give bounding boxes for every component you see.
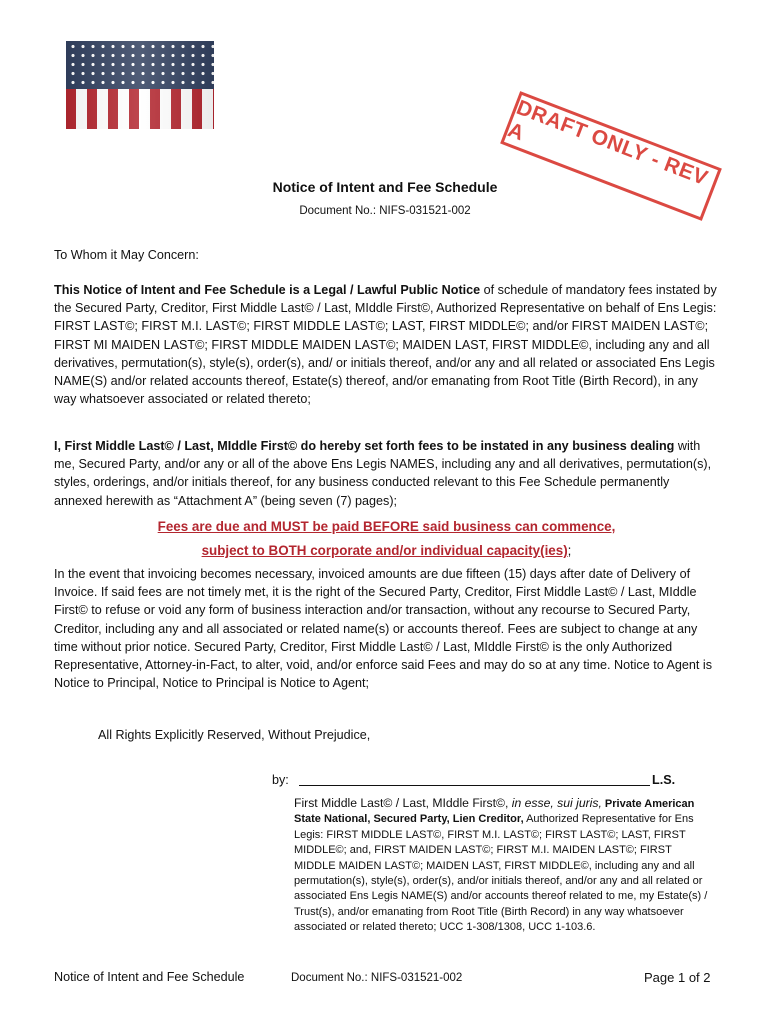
signatory-name: First Middle Last© / Last, MIddle First©, (294, 796, 509, 810)
document-number: Document No.: NIFS-031521-002 (299, 205, 471, 217)
signatory-description: Authorized Representative for Ens Legis: FIRST MIDDLE LAST©, FIRST M.I. LAST©; FIRST LAST©; LAST, FIRST MIDDLE©; and, FIRST MAIDEN LAST©; FIRST M.I. MAIDEN LAST©; FIRST MIDDLE MAIDEN LAST©; MAIDEN LAST, FIRST MIDDLE©, including any and all permutation(s), style(s), order(s), and/or initials thereof, and/or any and all related or associated Ens Legis NAME(S) and/or accounts thereof related to me, my Estate(s) / Trust(s), and/or emanating from Root Title (Birth Record) in any way whatsoever associated or related thereto; UCC 1-308/1308, UCC 1-103.6. (294, 813, 708, 934)
document-title: Notice of Intent and Fee Schedule (272, 179, 498, 195)
signatory-latin: in esse, sui juris, (508, 796, 602, 810)
footer-document-number: Document No.: NIFS-031521-002 (291, 972, 463, 984)
paragraph-invoicing: In the event that invoicing becomes necessary, invoiced amounts are due fifteen (15) days after date of Delivery of Invoice. If said fees are not timely met, it is the right of the Secured Party, Creditor, First Middle Last© / Last, MIddle First© to refuse or void any form of business interaction and/or transaction, without any recourse to Secured Party, Creditor, including any and all associated or related name(s) or accounts thereof. Fees are subject to change at any time without prior notice. Secured Party, Creditor, First Middle Last© / Last, MIddle First© is the only Authorized Representative, Attorney-in-Fact, to alter, void, and/or enforce said Fees and may do so at any time. Notice to Agent is Notice to Principal, Notice to Principal is Notice to Agent; (54, 567, 713, 691)
fees-due-line-1: Fees are due and MUST be paid BEFORE said business can commence, (157, 519, 616, 534)
signature-block (294, 796, 714, 936)
paragraph-fees-intent-lead: I, First Middle Last© / Last, MIddle First© do hereby set forth fees to be instated in any business dealing (54, 439, 675, 453)
signature-line (299, 785, 650, 786)
signatory-title: Private American State National, Secured Party, Lien Creditor, (294, 798, 695, 826)
greeting: To Whom it May Concern: (54, 248, 199, 262)
fees-due-line-2: subject to BOTH corporate and/or individual capacity(ies) (201, 543, 568, 558)
us-flag-image (66, 41, 214, 129)
paragraph-notice (54, 281, 719, 408)
draft-stamp: DRAFT ONLY - REV A (500, 91, 722, 221)
rights-reserved: All Rights Explicitly Reserved, Without Prejudice, (98, 728, 371, 742)
paragraph-fees-intent (54, 437, 719, 510)
fees-due-notice (54, 515, 719, 563)
signature-by-label: by: (272, 773, 289, 787)
paragraph-fees-intent-body: with me, Secured Party, and/or any or all of the above Ens Legis NAMES, including any and all derivatives, permutation(s), styles, orderings, and/or initials thereof, for any business conducted relevant to this Fee Schedule permanently annexed herewith as “Attachment A” (being seven (7) pages); (54, 439, 712, 508)
signature-ls-label: L.S. (652, 773, 676, 787)
paragraph-notice-body: of schedule of mandatory fees instated by the Secured Party, Creditor, First Middle Last© / Last, MIddle First©, Authorized Representative on behalf of Ens Legis: FIRST LAST©; FIRST M.I. LAST©; FIRST MIDDLE LAST©; LAST, FIRST MIDDLE©; and/or FIRST MAIDEN LAST©; FIRST MI MAIDEN LAST©; FIRST MIDDLE MAIDEN LAST©; MAIDEN LAST, FIRST MIDDLE©, including any and all derivatives, permutation(s), style(s), order(s), and/ or initials thereof, and/or any and all related or associated Ens Legis NAME(S) and/or related accounts thereof, Estate(s) thereof, and/or emanating from Root Title (Birth Record), in any way whatsoever associated or related thereto; (54, 283, 717, 407)
footer-page-number: Page 1 of 2 (644, 970, 711, 985)
fees-due-semicolon: ; (567, 543, 572, 558)
paragraph-notice-lead: This Notice of Intent and Fee Schedule is a Legal / Lawful Public Notice (54, 283, 481, 297)
footer-title: Notice of Intent and Fee Schedule (54, 970, 245, 984)
